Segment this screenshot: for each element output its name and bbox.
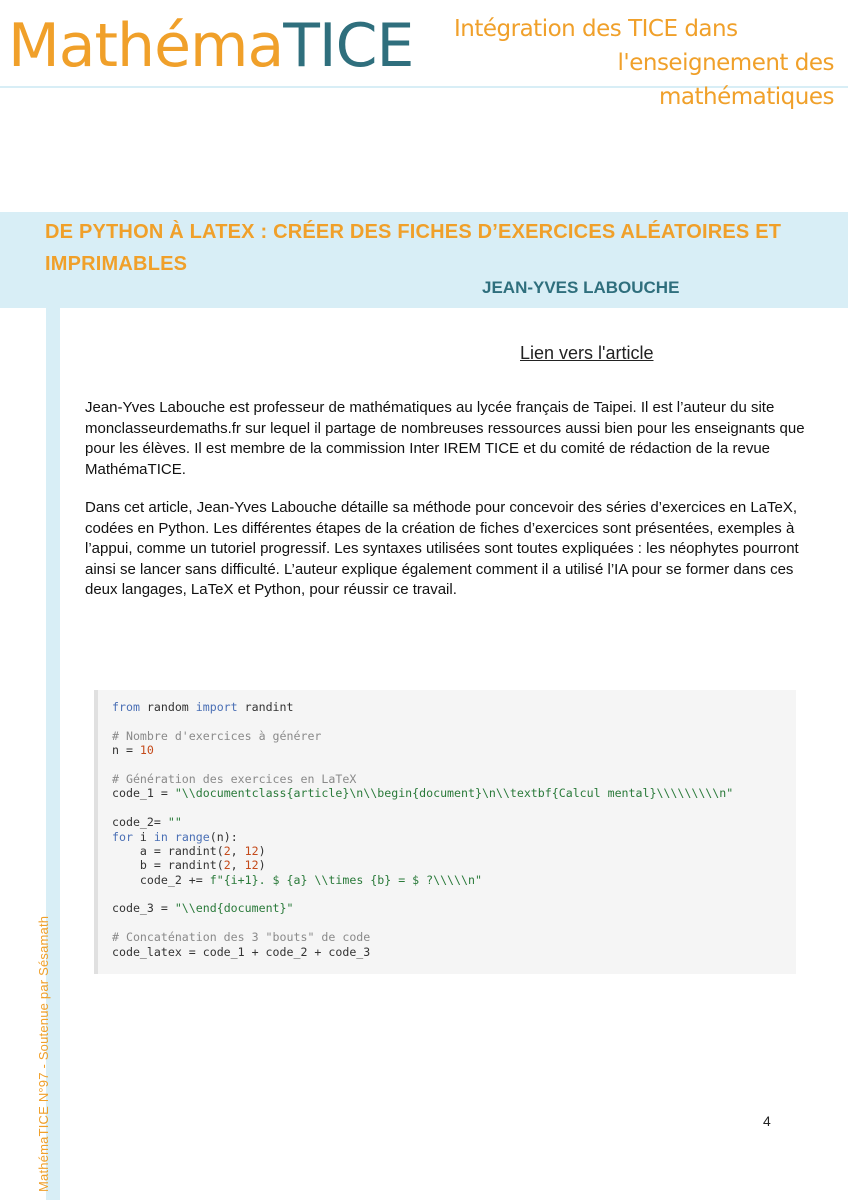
code-line-blank: [112, 916, 782, 930]
logo-part1: Mathéma: [8, 11, 284, 81]
tagline-line2: l'enseignement des mathématiques: [617, 50, 834, 110]
mathematice-logo: [8, 6, 413, 86]
code-line: code_2 += f"{i+1}. $ {a} \\times {b} = $ ?\\\\\n": [112, 872, 482, 887]
code-line: from random import randint: [112, 700, 294, 714]
vertical-footer-text: MathémaTICE N°97 - Soutenue par Sésamath: [36, 915, 51, 1192]
logo-part2: TICE: [283, 11, 414, 81]
code-line: code_latex = code_1 + code_2 + code_3: [112, 944, 371, 959]
article-title: DE PYTHON À LATEX : CRÉER DES FICHES D’EXERCICES ALÉATOIRES ET IMPRIMABLES: [45, 221, 782, 275]
code-line-blank: [112, 801, 782, 815]
article-author: JEAN-YVES LABOUCHE: [482, 278, 680, 297]
code-line: a = randint(2, 12): [112, 843, 266, 858]
code-comment: # Concaténation des 3 "bouts" de code: [112, 930, 371, 945]
python-code-screenshot: [94, 690, 796, 974]
code-line-blank: [112, 758, 782, 772]
code-line-blank: [112, 887, 782, 901]
code-line: code_2= "": [112, 815, 182, 830]
code-line: n = 10: [112, 743, 154, 758]
article-summary-paragraph: Dans cet article, Jean-Yves Labouche détaille sa méthode pour concevoir des séries d’exercices en LaTeX, codées en Python. Les différentes étapes de la création de fiches d’exercices sont présentées, exemples à l’appui, comme un tutoriel progressif. Les syntaxes utilisées sont toutes expliquées : les néophytes pourront ainsi se lancer sans difficulté. L’auteur explique également comment il a utilisé l’IA pour se former dans ces deux langages, LaTeX et Python, pour réussir ce travail.: [85, 499, 799, 598]
code-line: code_3 = "\\end{document}": [112, 901, 294, 916]
code-line-blank: [112, 714, 782, 728]
code-line: code_1 = "\\documentclass{article}\n\\begin{document}\n\\textbf{Calcul mental}\\\\\\\\\n": [112, 786, 734, 801]
code-comment: # Nombre d'exercices à générer: [112, 728, 322, 743]
code-line: for i in range(n):: [112, 829, 238, 844]
article-link[interactable]: Lien vers l'article: [520, 343, 654, 363]
page-header: [0, 0, 848, 110]
code-comment: # Génération des exercices en LaTeX: [112, 771, 357, 786]
page-number: 4: [763, 1113, 771, 1129]
tagline-line1: Intégration des TICE dans: [454, 16, 738, 42]
author-bio-paragraph: Jean-Yves Labouche est professeur de mathématiques au lycée français de Taipei. Il est l’auteur du site monclasseurdemaths.fr sur lequel il partage de nombreuses ressources aussi bien pour les enseignants que pour les élèves. Il est membre de la commission Inter IREM TICE et du comité de rédaction de la revue MathémaTICE.: [85, 399, 805, 478]
header-tagline: [454, 12, 834, 114]
code-line: b = randint(2, 12): [112, 858, 266, 873]
